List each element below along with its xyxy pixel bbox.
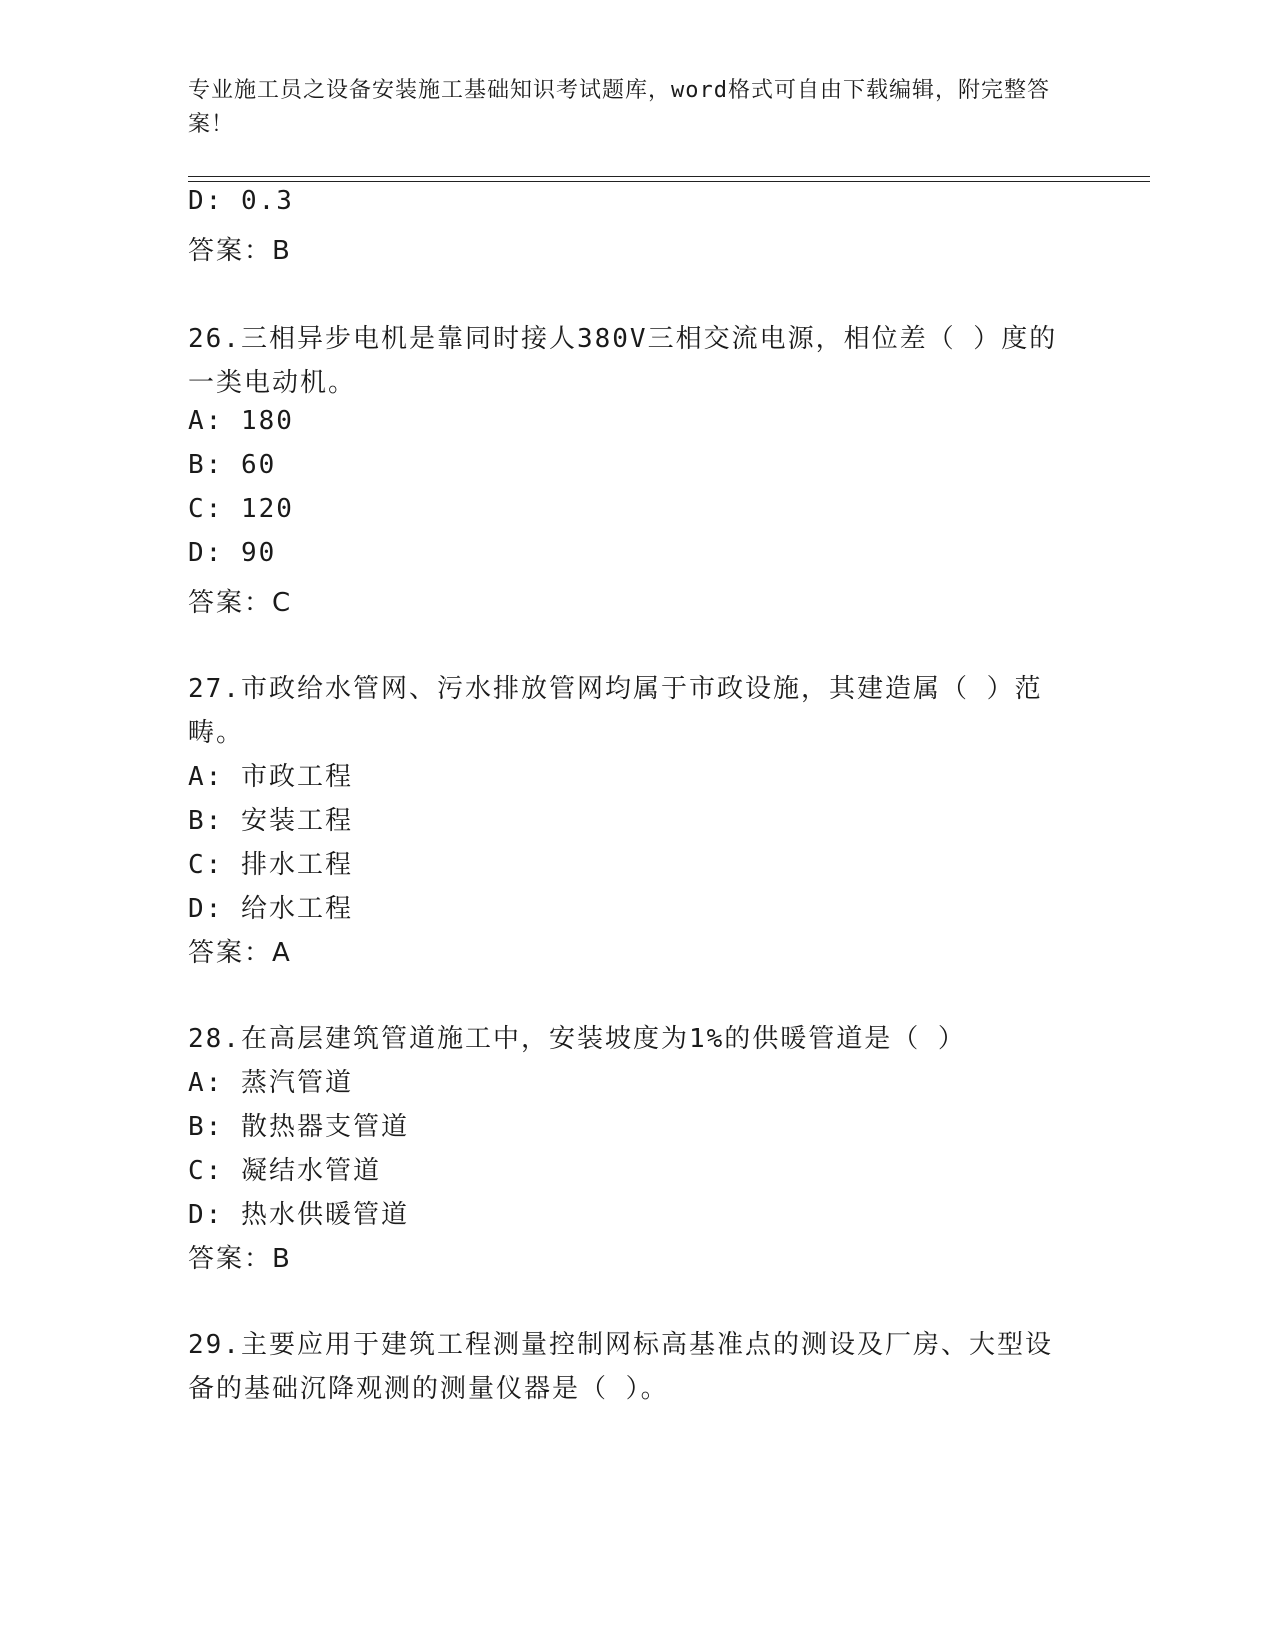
q27-stem-line-1: 27.市政给水管网、污水排放管网均属于市政设施，其建造属（ ）范 — [188, 674, 1043, 704]
q28-option-d: D: 热水供暖管道 — [188, 1200, 409, 1230]
q27-option-c: C: 排水工程 — [188, 850, 353, 880]
q26-option-a: A: 180 — [188, 406, 294, 436]
prev-answer: 答案：B — [188, 236, 292, 266]
q27-stem-line-2: 畴。 — [188, 718, 245, 748]
q28-stem-line-1: 28.在高层建筑管道施工中，安装坡度为1%的供暖管道是（ ） — [188, 1024, 966, 1054]
header-divider-top — [188, 176, 1150, 177]
document-header: 专业施工员之设备安装施工基础知识考试题库，word格式可自由下载编辑，附完整答案！ — [188, 78, 1050, 137]
q26-option-b: B: 60 — [188, 450, 277, 480]
q26-option-c: C: 120 — [188, 494, 294, 524]
q29-stem-line-1: 29.主要应用于建筑工程测量控制网标高基准点的测设及厂房、大型设 — [188, 1330, 1053, 1360]
q26-answer: 答案：C — [188, 588, 293, 618]
q27-answer: 答案：A — [188, 938, 292, 968]
q26-option-d: D: 90 — [188, 538, 277, 568]
q27-option-a: A: 市政工程 — [188, 762, 353, 792]
prev-option-d: D: 0.3 — [188, 186, 294, 216]
q26-stem-line-2: 一类电动机。 — [188, 368, 357, 398]
header-divider-bottom — [188, 181, 1150, 182]
q28-answer: 答案：B — [188, 1244, 292, 1274]
q26-stem-line-1: 26.三相异步电机是靠同时接人380V三相交流电源，相位差（ ）度的 — [188, 324, 1058, 354]
q28-option-c: C: 凝结水管道 — [188, 1156, 381, 1186]
q28-option-a: A: 蒸汽管道 — [188, 1068, 353, 1098]
q27-option-b: B: 安装工程 — [188, 806, 353, 836]
q29-stem-line-2: 备的基础沉降观测的测量仪器是（ ）。 — [188, 1374, 669, 1404]
q27-option-d: D: 给水工程 — [188, 894, 353, 924]
q28-option-b: B: 散热器支管道 — [188, 1112, 409, 1142]
